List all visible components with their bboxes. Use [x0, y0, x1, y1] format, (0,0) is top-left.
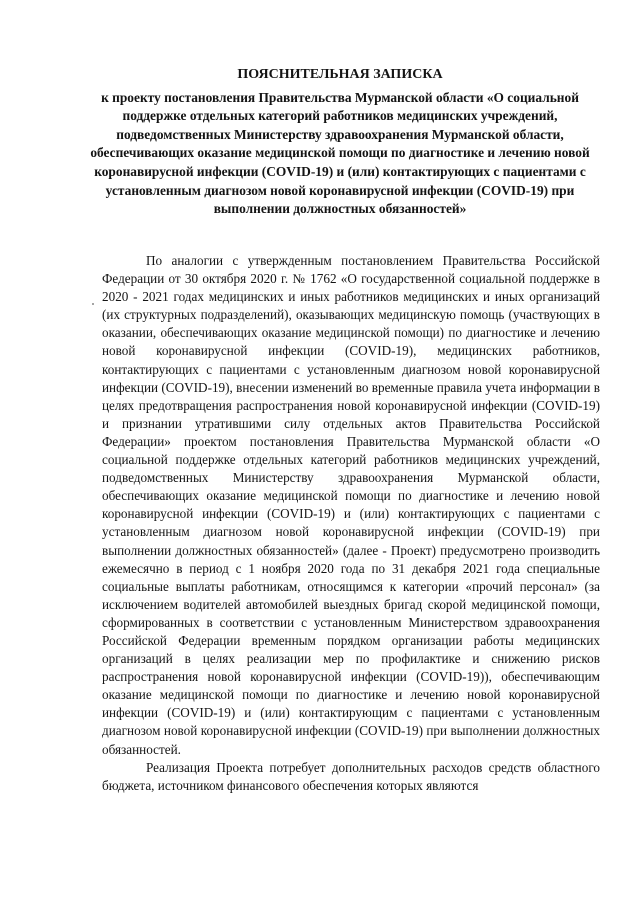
body-paragraph-1: По аналогии с утвержденным постановлением Правительства Российской Федерации от 30 октября 2020 г. № 1762 «О государственной социальной поддержке в 2020 - 2021 годах медицинских и иных работников медицинских и иных организаций (их структурных подразделений), оказывающих медицинскую помощь (участвующих в оказании, обеспечивающих оказание медицинской помощи) по диагностике и лечению новой коронавирусной инфекции (COVID-19), медицинских работников, контактирующих с пациентами с установленным диагнозом новой коронавирусной инфекции (COVID-19), внесении изменений во временные правила учета информации в целях предотвращения распространения новой коронавирусной инфекции (COVID-19) и признании утратившими силу отдельных актов Правительства Российской Федерации» проектом постановления Правительства Мурманской области «О социальной поддержке отдельных категорий работников медицинских учреждений, подведомственных Министерству здравоохранения Мурманской области, обеспечивающих оказание медицинской помощи по диагностике и лечению новой коронавирусной инфекции (COVID-19) и (или) контактирующих с пациентами с установленным диагнозом новой коронавирусной инфекции (COVID-19) при выполнении должностных обязанностей» (далее - Проект) предусмотрено производить ежемесячно в период с 1 ноября 2020 года по 31 декабря 2021 года специальные социальные выплаты работникам, относящимся к категории «прочий персонал» (за исключением водителей автомобилей выездных бригад скорой медицинской помощи, сформированных в соответствии с установленным Министерством здравоохранения Российской Федерации временным порядком организации работы медицинских организаций в целях реализации мер по профилактике и снижению рисков распространения новой коронавирусной инфекции (COVID-19)), обеспечивающим оказание медицинской помощи по диагностике и лечению новой коронавирусной инфекции (COVID-19) и (или) контактирующим с пациентами с установленным диагнозом новой коронавирусной инфекции (COVID-19) при выполнении должностных обязанностей.	[102, 253, 600, 757]
document-body	[102, 252, 600, 795]
body-paragraph-2: Реализация Проекта потребует дополнительных расходов средств областного бюджета, источником финансового обеспечения которых являются	[102, 759, 600, 793]
document-heading	[80, 66, 600, 219]
document-title: ПОЯСНИТЕЛЬНАЯ ЗАПИСКА	[237, 67, 443, 82]
document-subtitle: к проекту постановления Правительства Мурманской области «О социальной поддержке отдельных категорий работников медицинских учреждений, подведомственных Министерству здравоохранения Мурманской области, обеспечивающих оказание медицинской помощи по диагностике и лечению новой коронавирусной инфекции (COVID-19) и (или) контактирующих с пациентами с установленным диагнозом новой коронавирусной инфекции (COVID-19) при выполнении должностных обязанностей»	[90, 89, 590, 217]
scan-speck	[92, 303, 94, 305]
